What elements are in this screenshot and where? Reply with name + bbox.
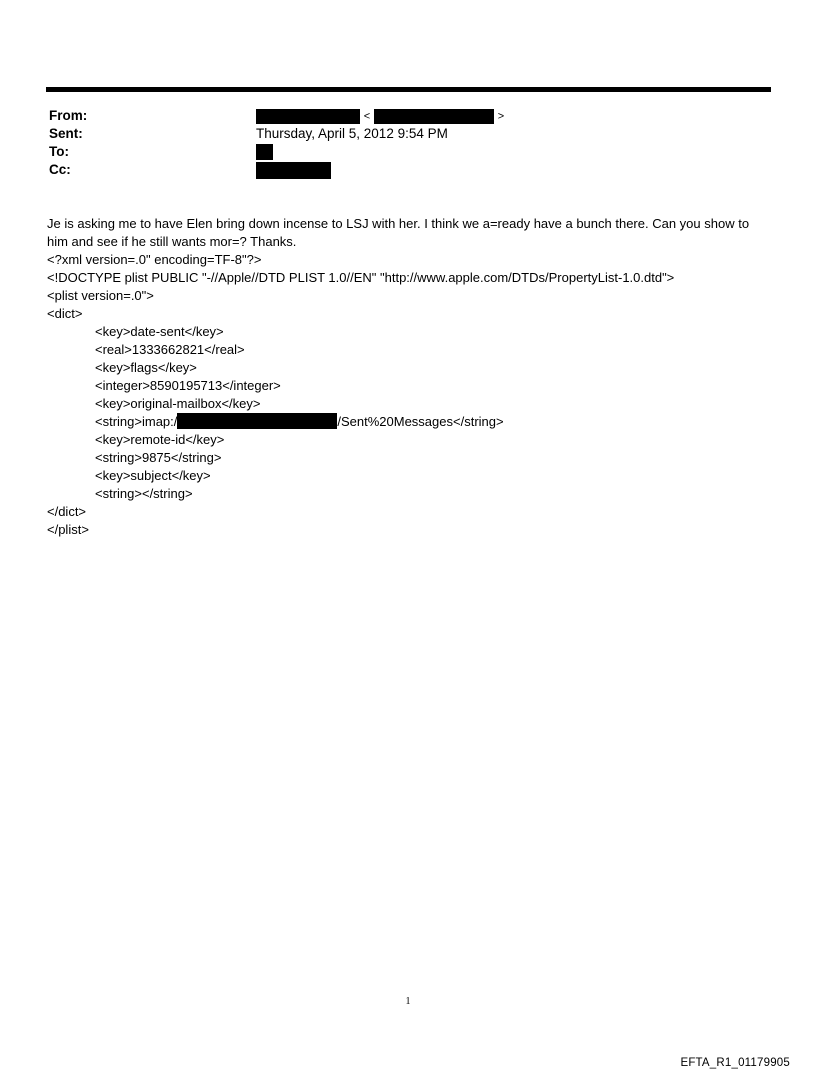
message-paragraph: Je is asking me to have Elen bring down incense to LSJ with her. I think we a=ready have a bunch there. Can you show to him and see if he still wants mor=? Thanks. [47,216,750,249]
redaction-box [256,162,331,179]
email-body [47,215,769,539]
string-remote-id-line: <string>9875</string> [95,450,222,465]
key-subject-line: <key>subject</key> [95,468,211,483]
cc-label: Cc: [49,162,71,177]
key-remote-id-line: <key>remote-id</key> [95,432,225,447]
document-id: EFTA_R1_01179905 [680,1057,790,1069]
header-divider [46,87,771,92]
from-row [49,107,769,125]
string-imap-line [47,413,769,431]
from-value [256,107,504,125]
sent-label: Sent: [49,126,83,141]
key-date-sent-line: <key>date-sent</key> [95,324,224,339]
redaction-box [256,109,360,124]
redaction-box [374,109,494,124]
redaction-box [256,144,273,160]
real-value-line: <real>1333662821</real> [95,342,245,357]
key-original-mailbox-line: <key>original-mailbox</key> [95,396,261,411]
from-label: From: [49,108,88,123]
sent-value: Thursday, April 5, 2012 9:54 PM [256,126,448,141]
dict-close-line: </dict> [47,504,87,519]
cc-value [256,161,331,179]
key-flags-line: <key>flags</key> [95,360,197,375]
to-value [256,143,273,161]
email-header [49,107,769,179]
xml-declaration-line: <?xml version=.0" encoding=TF-8"?> [47,252,262,267]
from-close-bracket: > [497,110,505,123]
redaction-box [177,413,337,429]
doctype-line: <!DOCTYPE plist PUBLIC "-//Apple//DTD PLIST 1.0//EN" "http://www.apple.com/DTDs/PropertyList-1.0.dtd"> [47,270,675,285]
to-label: To: [49,144,69,159]
from-open-bracket: < [363,110,371,123]
string-subject-line: <string></string> [95,486,193,501]
dict-open-line: <dict> [47,306,83,321]
cc-row [49,161,769,179]
string-imap-suffix: /Sent%20Messages</string> [337,414,504,429]
to-row [49,143,769,161]
plist-open-line: <plist version=.0"> [47,288,154,303]
plist-close-line: </plist> [47,522,89,537]
string-imap-prefix: <string>imap:/ [95,414,178,429]
page-number: 1 [405,996,411,1007]
integer-value-line: <integer>8590195713</integer> [95,378,281,393]
sent-row [49,125,769,143]
